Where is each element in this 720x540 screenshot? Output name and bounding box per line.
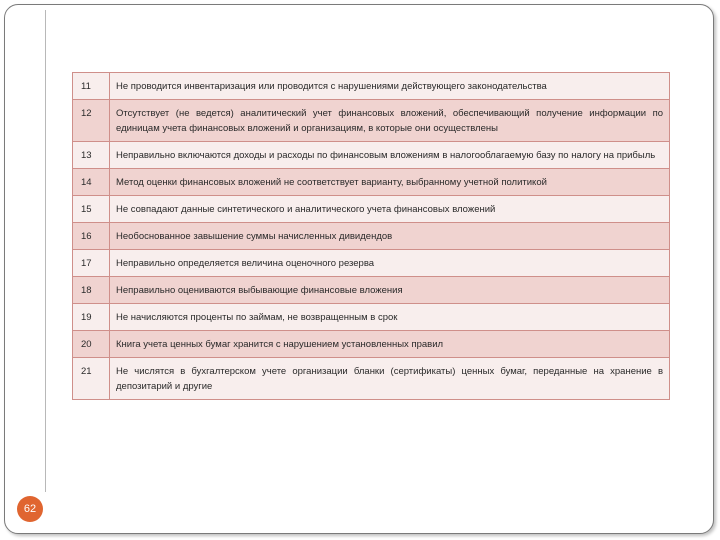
row-text: Не проводится инвентаризация или проводится с нарушениями действующего законодательства (110, 73, 670, 100)
errors-table (72, 72, 670, 400)
row-number: 20 (73, 331, 110, 358)
row-text: Метод оценки финансовых вложений не соответствует варианту, выбранному учетной политикой (110, 169, 670, 196)
row-text: Не числятся в бухгалтерском учете организации бланки (сертификаты) ценных бумаг, переданные на хранение в депозитарий и другие (110, 358, 670, 400)
page-number-badge: 62 (17, 496, 43, 522)
row-text: Неправильно включаются доходы и расходы по финансовым вложениям в налогооблагаемую базу по налогу на прибыль (110, 142, 670, 169)
row-text: Необоснованное завышение суммы начисленных дивидендов (110, 223, 670, 250)
row-text: Неправильно определяется величина оценочного резерва (110, 250, 670, 277)
table-row (73, 196, 670, 223)
row-text: Не совпадают данные синтетического и аналитического учета финансовых вложений (110, 196, 670, 223)
table-row (73, 277, 670, 304)
table-row (73, 304, 670, 331)
table-row (73, 223, 670, 250)
row-number: 12 (73, 100, 110, 142)
row-number: 21 (73, 358, 110, 400)
row-number: 16 (73, 223, 110, 250)
row-text: Неправильно оцениваются выбывающие финансовые вложения (110, 277, 670, 304)
row-text: Отсутствует (не ведется) аналитический учет финансовых вложений, обеспечивающий получение информации по единицам учета финансовых вложений и организациям, в которые они осуществлены (110, 100, 670, 142)
table-row (73, 331, 670, 358)
table-row (73, 358, 670, 400)
row-text: Книга учета ценных бумаг хранится с нарушением установленных правил (110, 331, 670, 358)
row-number: 11 (73, 73, 110, 100)
table-row (73, 142, 670, 169)
row-text: Не начисляются проценты по займам, не возвращенным в срок (110, 304, 670, 331)
table-row (73, 250, 670, 277)
row-number: 18 (73, 277, 110, 304)
row-number: 17 (73, 250, 110, 277)
table-row (73, 100, 670, 142)
row-number: 13 (73, 142, 110, 169)
row-number: 15 (73, 196, 110, 223)
row-number: 14 (73, 169, 110, 196)
table-row (73, 169, 670, 196)
table-row (73, 73, 670, 100)
left-margin-rule (45, 10, 46, 492)
row-number: 19 (73, 304, 110, 331)
